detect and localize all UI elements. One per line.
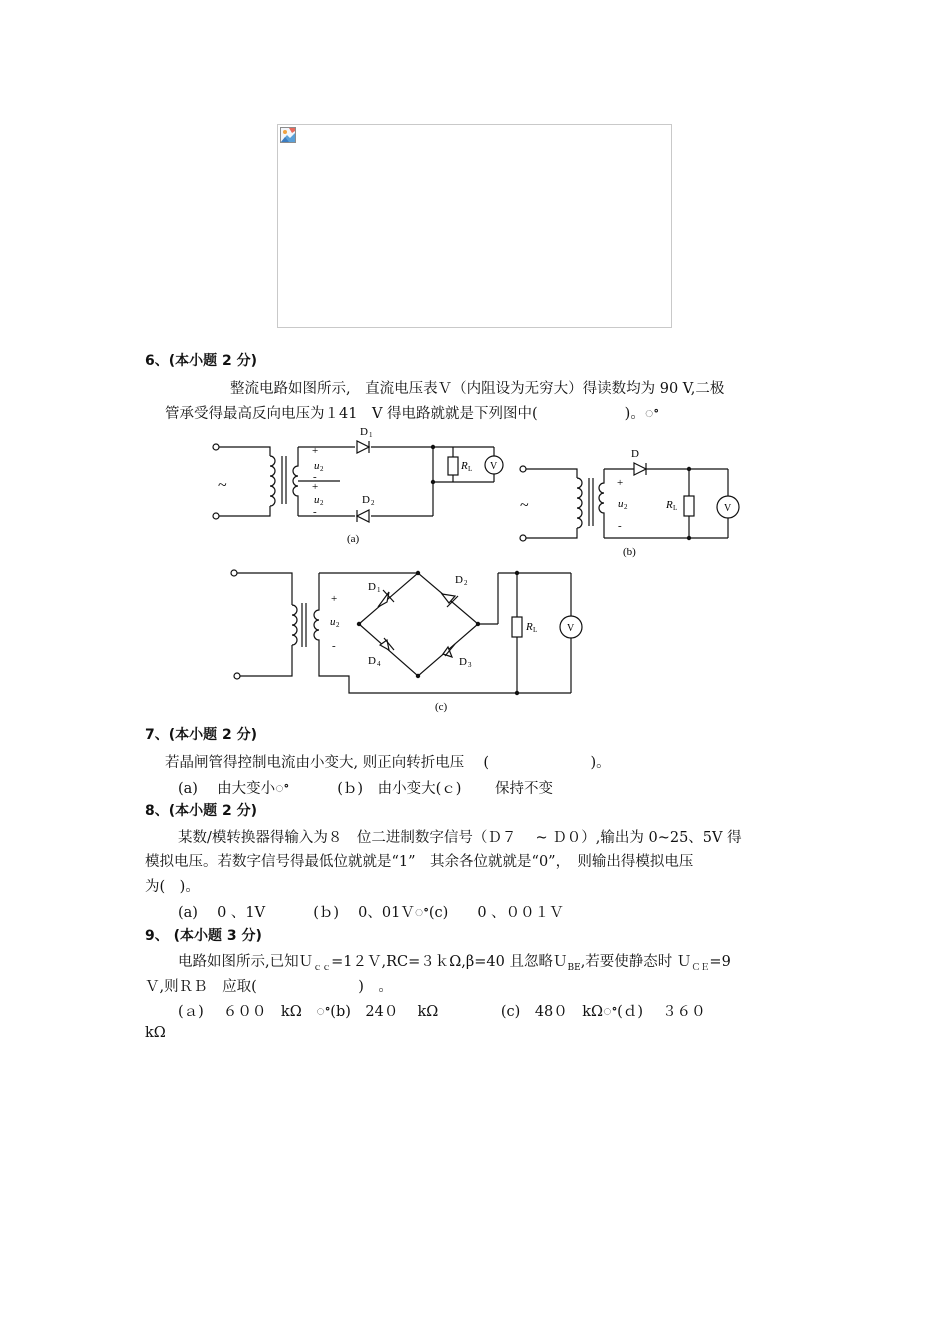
q6-text-line1: 整流电路如图所示, 直流电压表Ｖ（内阻设为无穷大）得读数均为 90 V,二极 (230, 381, 725, 397)
circuit-c-d1-sub: 1 (377, 586, 381, 594)
circuit-c-d4-label: D (368, 655, 376, 667)
q9-header: 9、 (本小题 3 分) (145, 928, 262, 944)
circuit-b-d-label: D (631, 448, 639, 460)
q7-header: 7、(本小题 2 分) (145, 727, 258, 743)
circuit-a-d1-label: D (360, 426, 368, 438)
q8-text-line2: 模拟电压。若数字信号得最低位就就是“1” 其余各位就就是“0”， 则输出得模拟电压 (145, 854, 694, 870)
q9-text-line2: Ｖ,则ＲＢ 应取( ) 。 (145, 979, 393, 995)
circuit-b-rl-label: R (666, 499, 673, 511)
q9-text-line1 (178, 950, 731, 973)
q6-header: 6、(本小题 2 分) (145, 353, 258, 369)
q9-uce-subscript: ＣＥ (691, 962, 710, 973)
circuit-c-d3-label: D (459, 656, 467, 668)
circuit-a-minus-bottom: - (313, 506, 317, 518)
circuit-a-u-bottom-sub: 2 (320, 499, 324, 507)
q9-options: (ａ) ６００ kΩ ꢀ(b) 24０ kΩ (c) 48０ kΩꢀ(ｄ) ３６０ (178, 1004, 706, 1020)
circuit-c-d2-label: D (455, 574, 463, 586)
circuit-c-plus: + (331, 593, 338, 605)
circuit-a-voltmeter: V (490, 461, 498, 472)
circuit-a-rl-label: R (461, 460, 468, 472)
q9-ucc-subscript: ｃｃ (313, 962, 332, 973)
circuit-a-u-bottom: u (314, 494, 320, 506)
q8-text-line3: 为( )。 (145, 879, 200, 895)
circuit-b-u-label: u (618, 498, 624, 510)
circuit-b-minus: - (618, 520, 622, 532)
circuit-b-caption: (b) (623, 546, 636, 558)
q9-line1-part-d: =9 (709, 954, 731, 970)
circuit-c-voltmeter: V (567, 623, 575, 634)
q6-text-line2: 管承受得最高反向电压为１41 V 得电路就就是下列图中( )。ꢀ (165, 406, 659, 422)
circuit-c-d3-sub: 3 (468, 661, 472, 669)
q8-text-line1: 某数/模转换器得输入为８ 位二进制数字信号（Ｄ７ ~ Ｄ０）,输出为 0~25、5V 得 (178, 830, 742, 846)
circuit-a-plus-top: + (312, 445, 319, 457)
q9-ube-subscript: BE (567, 962, 581, 973)
q9-options-cont: kΩ (145, 1025, 166, 1041)
circuit-c-d4-sub: 4 (377, 660, 381, 668)
circuit-a-d2-sub: 2 (371, 499, 375, 507)
q9-line1-part-b: =1２Ｖ,RC=３ｋΩ,β=40 且忽略Ｕ (331, 954, 568, 970)
q9-line1-part-a: 电路如图所示,已知Ｕ (178, 954, 314, 970)
circuit-c-rl-label: R (526, 621, 533, 633)
q8-options: (a) 0 、1V (ｂ) 0、01Ｖꢀ(c) 0 、００１Ｖ (178, 905, 564, 921)
circuit-b-u-sub: 2 (624, 503, 628, 511)
circuit-a-d2-label: D (362, 494, 370, 506)
circuit-b-voltmeter: V (724, 503, 732, 514)
circuit-c-d1-label: D (368, 581, 376, 593)
circuit-c-caption: (c) (435, 701, 448, 713)
circuit-a-ac-source: ~ (218, 477, 227, 494)
circuit-b-plus: + (617, 477, 624, 489)
q7-text: 若晶闸管得控制电流由小变大, 则正向转折电压 ( )。 (165, 755, 611, 771)
circuit-a-u-top: u (314, 460, 320, 472)
circuit-c-u-label: u (330, 616, 336, 628)
circuit-c-d2-sub: 2 (464, 579, 468, 587)
circuit-a-u-top-sub: 2 (320, 465, 324, 473)
circuit-a-rl-sub: L (468, 465, 473, 473)
circuit-c-u-sub: 2 (336, 621, 340, 629)
circuit-a-caption: (a) (347, 533, 360, 545)
circuit-c-rl-sub: L (533, 626, 538, 634)
q9-line1-part-c: ,若要使静态时 Ｕ (580, 954, 692, 970)
circuit-a-d1-sub: 1 (369, 431, 373, 439)
circuit-a-minus-top: - (313, 471, 317, 483)
circuit-b-ac-source: ~ (520, 497, 529, 514)
circuit-c-minus: - (332, 640, 336, 652)
q7-options: (a) 由大变小ꢀ (ｂ) 由小变大(ｃ) 保持不变 (178, 781, 553, 797)
q8-header: 8、(本小题 2 分) (145, 803, 258, 819)
circuit-a-plus-bottom: + (312, 481, 319, 493)
circuit-b-rl-sub: L (673, 504, 678, 512)
